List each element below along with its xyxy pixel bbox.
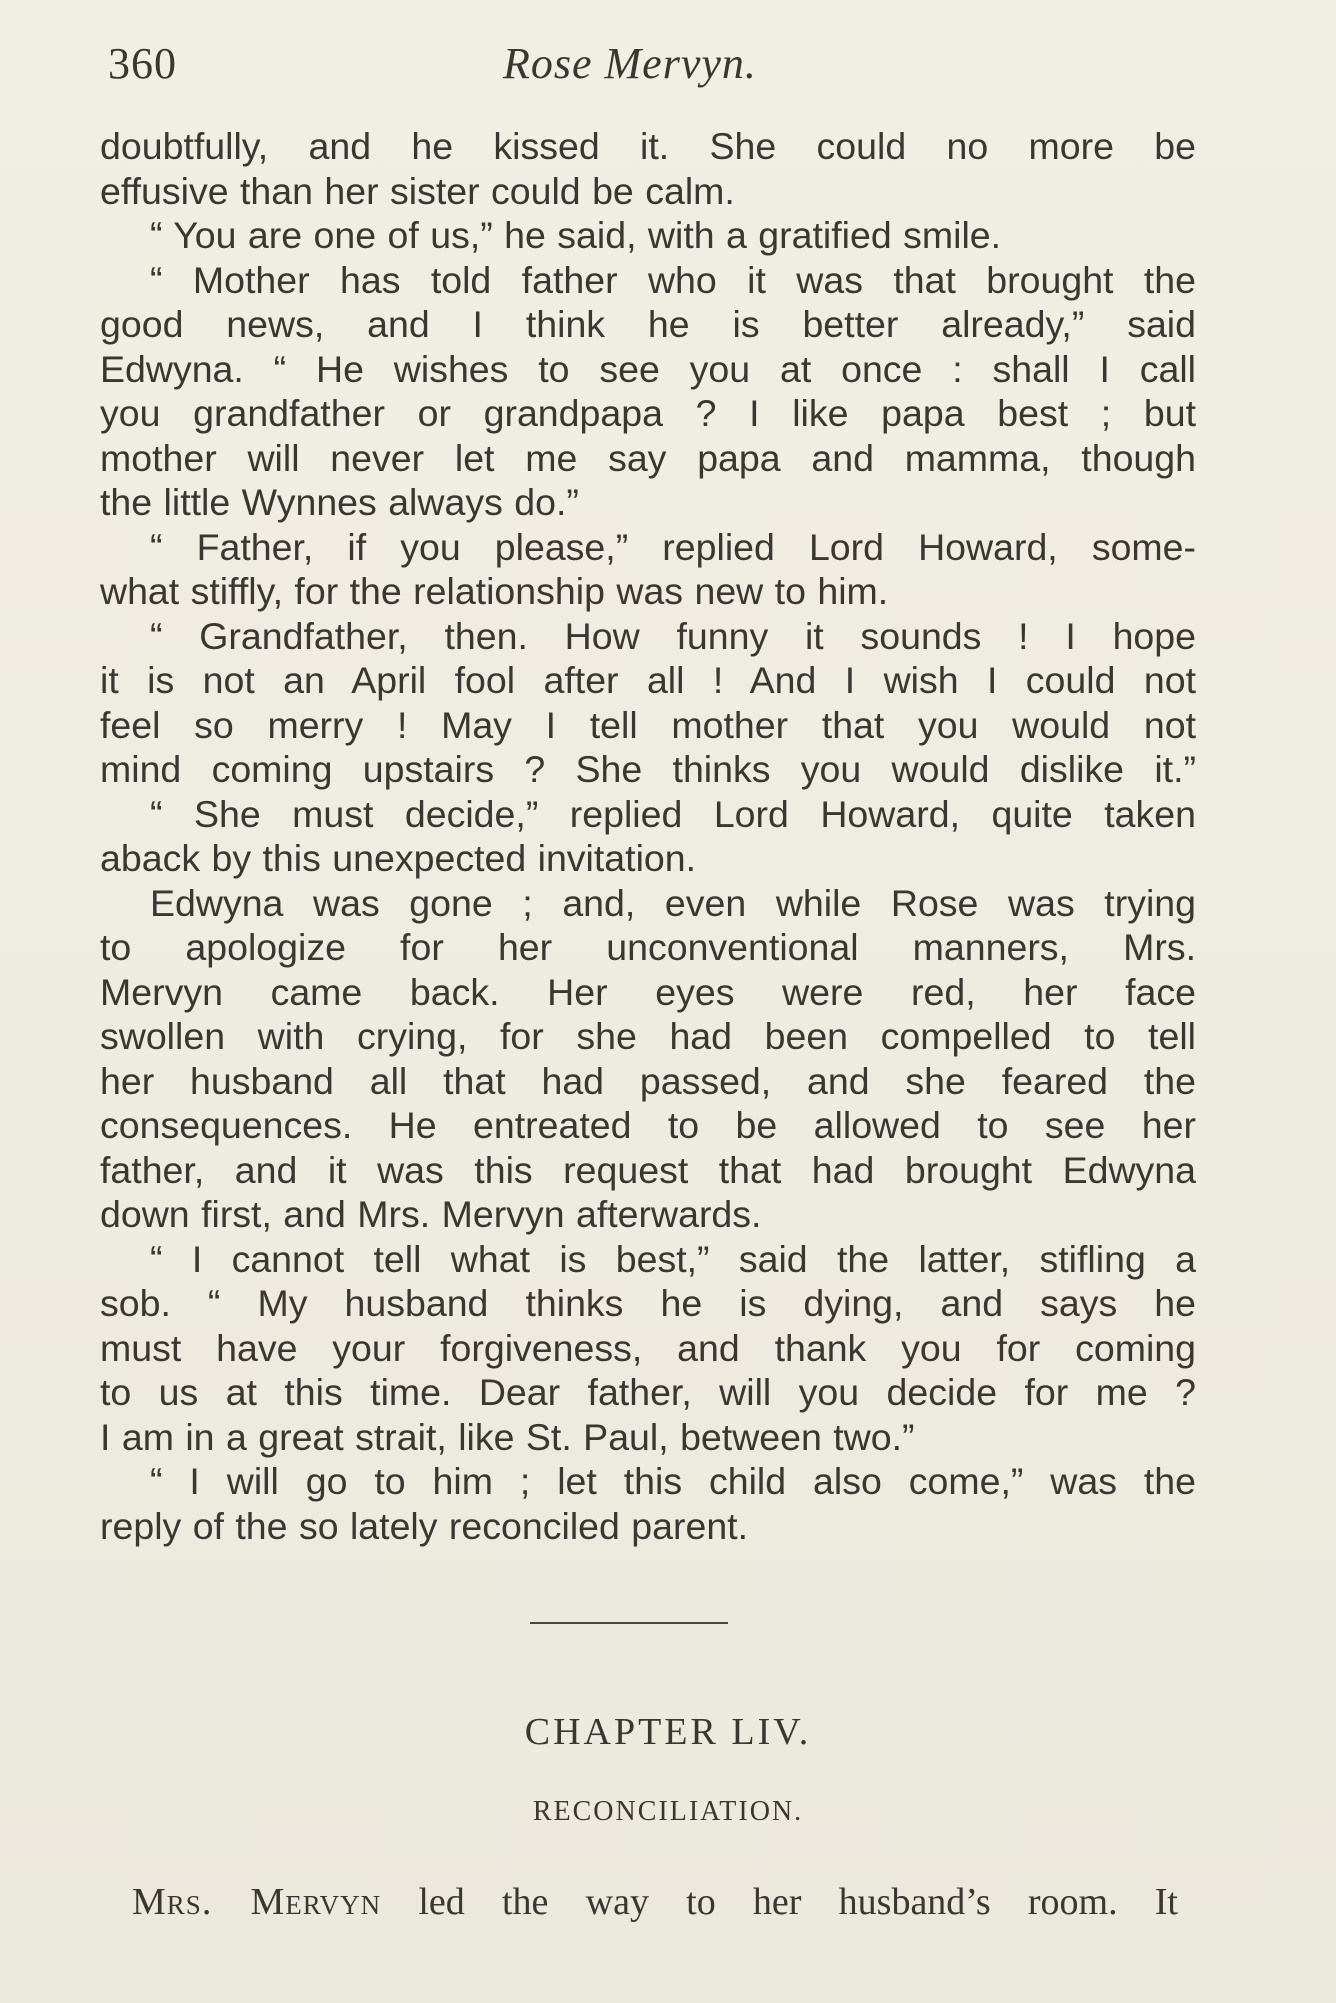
text-line: good news, and I think he is better already,” said <box>100 303 1196 345</box>
text-line: her husband all that had passed, and she feared the <box>100 1059 1196 1102</box>
text-line: “ You are one of us,” he said, with a gratified smile. <box>150 214 1002 256</box>
text-line: Edwyna was gone ; and, even while Rose was trying <box>150 881 1196 924</box>
text-line: effusive than her sister could be calm. <box>100 169 735 212</box>
running-title: Rose Mervyn. <box>503 39 757 88</box>
text-line: “ I will go to him ; let this child also come,” was the <box>150 1460 1196 1502</box>
text-line: “ Father, if you please,” replied Lord Howard, some- <box>150 525 1196 568</box>
text-line: “ Mother has told father who it was that brought the <box>150 258 1196 301</box>
text-line: Mervyn came back. Her eyes were red, her face <box>100 970 1196 1013</box>
page-number: 360 <box>108 39 177 88</box>
running-head <box>108 38 1228 98</box>
chapter-subtitle: RECONCILIATION. <box>532 1796 804 1827</box>
text-line: aback by this unexpected invitation. <box>100 837 697 879</box>
body-text <box>100 124 1196 1548</box>
text-line: Edwyna. “ He wishes to see you at once : shall I call <box>100 347 1196 390</box>
text-line: father, and it was this request that had brought Edwyna <box>100 1148 1196 1191</box>
text-line: reply of the so lately reconciled parent. <box>100 1504 749 1547</box>
text-line: it is not an April fool after all ! And I wish I could not <box>100 659 1196 701</box>
text-line: down first, and Mrs. Mervyn afterwards. <box>100 1193 762 1235</box>
text-line: feel so merry ! May I tell mother that you would not <box>100 703 1196 746</box>
chapter-opening-line <box>132 1880 1178 1924</box>
text-line: I am in a great strait, like St. Paul, between two.” <box>100 1415 915 1458</box>
chapter-opening-small-caps: Mrs. Mervyn <box>132 1881 382 1923</box>
text-line: what stiffly, for the relationship was new to him. <box>100 570 889 612</box>
text-line: swollen with crying, for she had been compelled to tell <box>100 1015 1196 1057</box>
text-line: you grandfather or grandpapa ? I like papa best ; but <box>100 392 1196 434</box>
section-divider <box>530 1622 728 1624</box>
text-line: consequences. He entreated to be allowed to see her <box>100 1104 1196 1146</box>
text-line: to apologize for her unconventional manners, Mrs. <box>100 926 1196 968</box>
text-line: “ She must decide,” replied Lord Howard, quite taken <box>150 792 1196 835</box>
text-line: “ I cannot tell what is best,” said the latter, stifling a <box>150 1237 1196 1280</box>
text-line: mother will never let me say papa and mamma, though <box>100 436 1196 479</box>
chapter-heading: CHAPTER LIV. <box>524 1711 812 1753</box>
text-line: “ Grandfather, then. How funny it sounds ! I hope <box>150 614 1196 657</box>
text-line: must have your forgiveness, and thank you for coming <box>100 1326 1196 1369</box>
chapter-opening-rest: led the way to her husband’s room. It <box>381 1881 1178 1923</box>
text-line: the little Wynnes always do.” <box>100 481 579 523</box>
text-line: doubtfully, and he kissed it. She could no more be <box>100 125 1196 167</box>
text-line: mind coming upstairs ? She thinks you would dislike it.” <box>100 748 1196 790</box>
text-line: to us at this time. Dear father, will you decide for me ? <box>100 1371 1196 1413</box>
text-line: sob. “ My husband thinks he is dying, and says he <box>100 1282 1196 1324</box>
